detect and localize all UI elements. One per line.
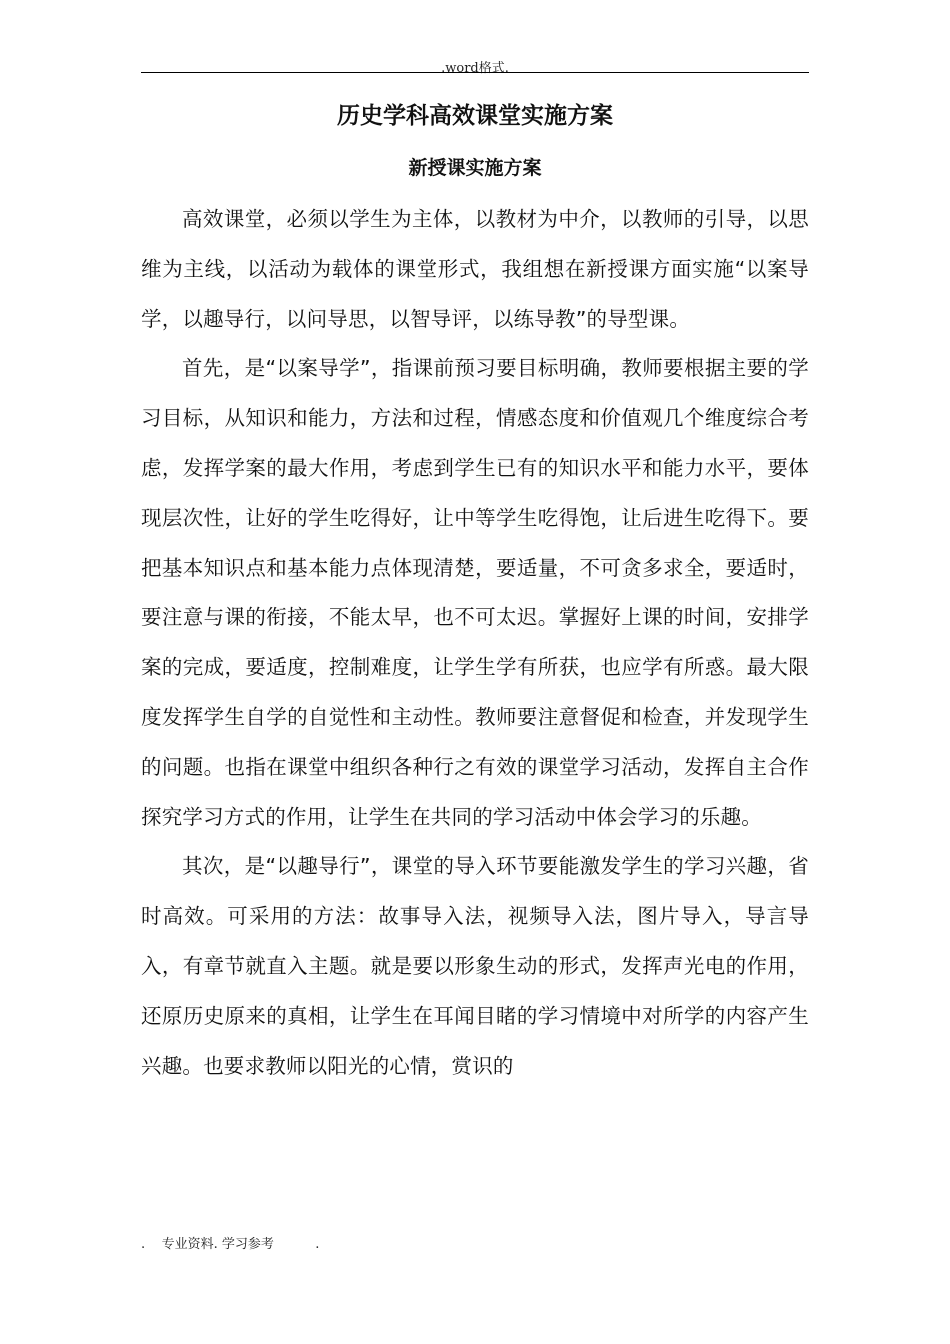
paragraph-intro: 高效课堂，必须以学生为主体，以教材为中介，以教师的引导，以思维为主线，以活动为载体的课堂形式，我组想在新授课方面实施“以案导学，以趣导行，以问导思，以智导评，以练导教”的导型课。 <box>141 207 809 331</box>
document-subtitle: 新授课实施方案 <box>408 157 542 179</box>
paragraph-second: 其次，是“以趣导行”，课堂的导入环节要能激发学生的学习兴趣，省时高效。可采用的方法：故事导入法，视频导入法，图片导入，导言导入，有章节就直入主题。就是要以形象生动的形式，发挥声光电的作用，还原历史原来的真相，让学生在耳闻目睹的学习情境中对所学的内容产生兴趣。也要求教师以阳光的心情，赏识的 <box>141 854 809 1078</box>
paragraph-first: 首先，是“以案导学”，指课前预习要目标明确，教师要根据主要的学习目标，从知识和能力，方法和过程，情感态度和价值观几个维度综合考虑，发挥学案的最大作用，考虑到学生已有的知识水平和能力水平，要体现层次性，让好的学生吃得好，让中等学生吃得饱，让后进生吃得下。要把基本知识点和基本能力点体现清楚，要适量，不可贪多求全，要适时，要注意与课的衔接，不能太早，也不可太迟。掌握好上课的时间，安排学案的完成，要适度，控制难度，让学生学有所获，也应学有所惑。最大限度发挥学生自学的自觉性和主动性。教师要注意督促和检查，并发现学生的问题。也指在课堂中组织各种行之有效的课堂学习活动，发挥自主合作探究学习方式的作用，让学生在共同的学习活动中体会学习的乐趣。 <box>141 356 809 829</box>
document-title: 历史学科高效课堂实施方案 <box>337 103 613 129</box>
header-rule <box>141 72 809 73</box>
page-header: .word格式. <box>441 61 509 76</box>
document-body <box>141 195 809 1091</box>
page-footer: . 专业资料. 学习参考 . <box>141 1237 320 1252</box>
